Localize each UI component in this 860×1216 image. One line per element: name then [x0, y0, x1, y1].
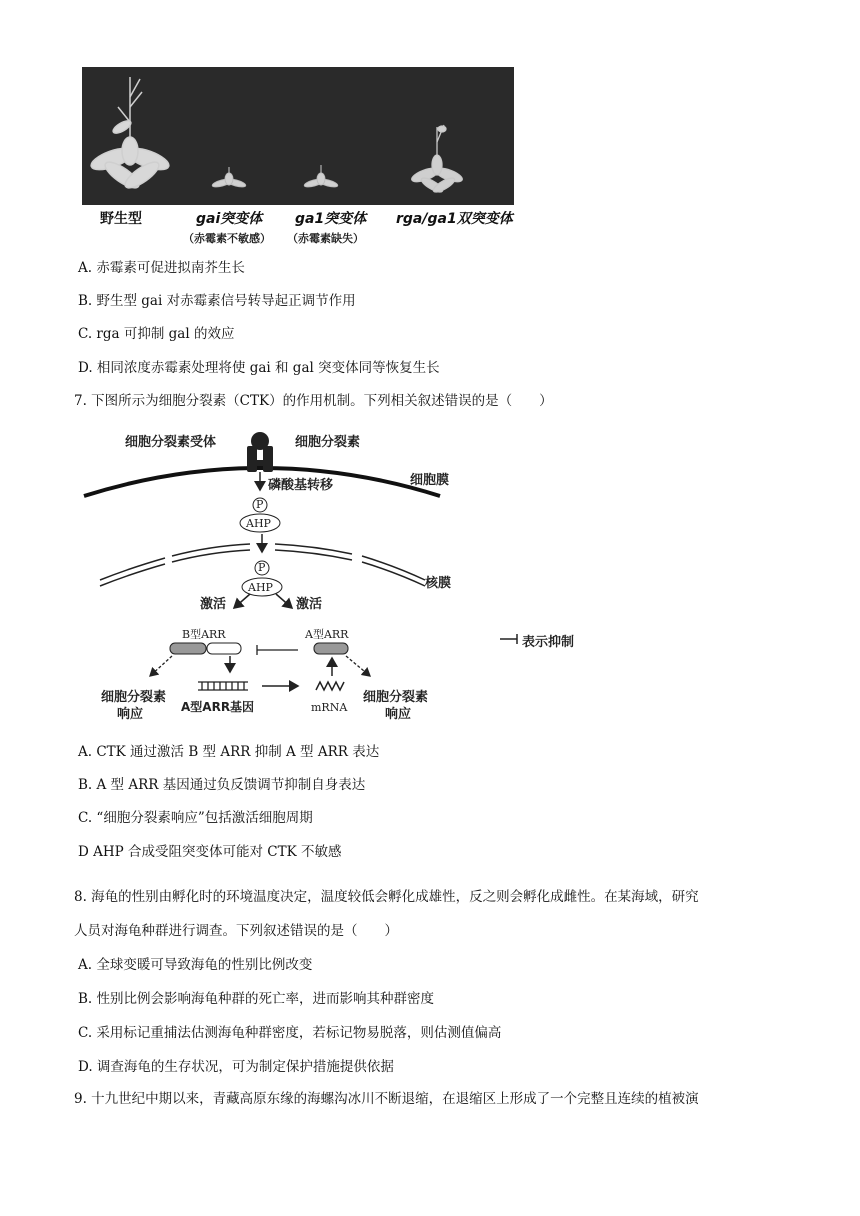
- sublabel-gai: （赤霉素不敏感）: [183, 232, 271, 245]
- receptor-label: 细胞分裂素受体: [125, 435, 217, 450]
- q6-option-d: D. 相同浓度赤霉素处理将使 gai 和 gal 突变体同等恢复生长: [78, 360, 440, 376]
- response-right-2: 响应: [385, 707, 412, 722]
- q7-option-d: D AHP 合成受阻突变体可能对 CTK 不敏感: [78, 844, 342, 860]
- q6-option-b: B. 野生型 gai 对赤霉素信号转导起正调节作用: [78, 293, 356, 309]
- response-left-2: 响应: [117, 707, 144, 722]
- a-gene-label: A型ARR基因: [181, 700, 255, 714]
- legend-label: 表示抑制: [522, 635, 575, 650]
- q8-stem-line-2: 人员对海龟种群进行调查。下列叙述错误的是（ ）: [74, 923, 398, 939]
- q8-stem-line-1: 8. 海龟的性别由孵化时的环境温度决定，温度较低会孵化成雄性，反之则会孵化成雌性。在某海域，研究: [74, 889, 699, 905]
- q8-option-b: B. 性别比例会影响海龟种群的死亡率，进而影响其种群密度: [78, 991, 435, 1007]
- a-arr-label: A型ARR: [305, 628, 349, 641]
- membrane-label: 细胞膜: [410, 473, 450, 488]
- q9-stem: 9. 十九世纪中期以来，青藏高原东缘的海螺沟冰川不断退缩，在退缩区上形成了一个完整且连续的植被演: [74, 1091, 699, 1107]
- p-label-1: P: [256, 498, 264, 511]
- mrna-icon: [316, 682, 344, 690]
- response-left-1: 细胞分裂素: [101, 690, 167, 705]
- b-arr-label: B型ARR: [182, 628, 226, 641]
- q7-stem: 7. 下图所示为细胞分裂素（CTK）的作用机制。下列相关叙述错误的是（ ）: [74, 393, 553, 409]
- receptor-icon: [247, 432, 273, 472]
- sublabel-ga1: （赤霉素缺失）: [287, 232, 364, 245]
- label-double-mutant: rga/ga1双突变体: [396, 211, 513, 227]
- p-label-2: P: [258, 561, 266, 574]
- ctk-diagram-graphic: [0, 420, 860, 720]
- ahp-label-1: AHP: [246, 517, 271, 530]
- response-right-1: 细胞分裂素: [363, 690, 429, 705]
- activate-label-2: 激活: [296, 597, 323, 612]
- plant-photo: [82, 67, 514, 205]
- mrna-label: mRNA: [311, 701, 348, 714]
- label-gai-mutant: gai突变体: [196, 211, 263, 227]
- activate-label-1: 激活: [200, 597, 227, 612]
- q7-option-a: A. CTK 通过激活 B 型 ARR 抑制 A 型 ARR 表达: [78, 744, 380, 760]
- ctk-diagram: [0, 420, 860, 720]
- transfer-label: 磷酸基转移: [268, 478, 334, 493]
- b-arr-shape-2: [207, 643, 241, 654]
- plant-photo-image: [82, 67, 514, 205]
- a-arr-shape: [314, 643, 348, 654]
- label-ga1-mutant: ga1突变体: [295, 211, 367, 227]
- q8-option-c: C. 采用标记重捕法估测海龟种群密度，若标记物易脱落，则估测值偏高: [78, 1025, 502, 1041]
- q7-option-c: C. “细胞分裂素响应”包括激活细胞周期: [78, 810, 313, 826]
- cell-membrane: [84, 468, 440, 496]
- q7-option-b: B. A 型 ARR 基因通过负反馈调节抑制自身表达: [78, 777, 366, 793]
- q8-option-a: A. 全球变暖可导致海龟的性别比例改变: [78, 957, 313, 973]
- b-arr-shape-1: [170, 643, 206, 654]
- q6-option-c: C. rga 可抑制 gal 的效应: [78, 326, 235, 342]
- nuclear-label: 核膜: [425, 576, 452, 591]
- ahp-label-2: AHP: [248, 581, 273, 594]
- ctk-label: 细胞分裂素: [295, 435, 361, 450]
- q8-option-d: D. 调查海龟的生存状况，可为制定保护措施提供依据: [78, 1059, 394, 1075]
- gene-icon: [198, 682, 248, 690]
- q6-option-a: A. 赤霉素可促进拟南芥生长: [78, 260, 245, 276]
- label-wild-type: 野生型: [100, 211, 142, 227]
